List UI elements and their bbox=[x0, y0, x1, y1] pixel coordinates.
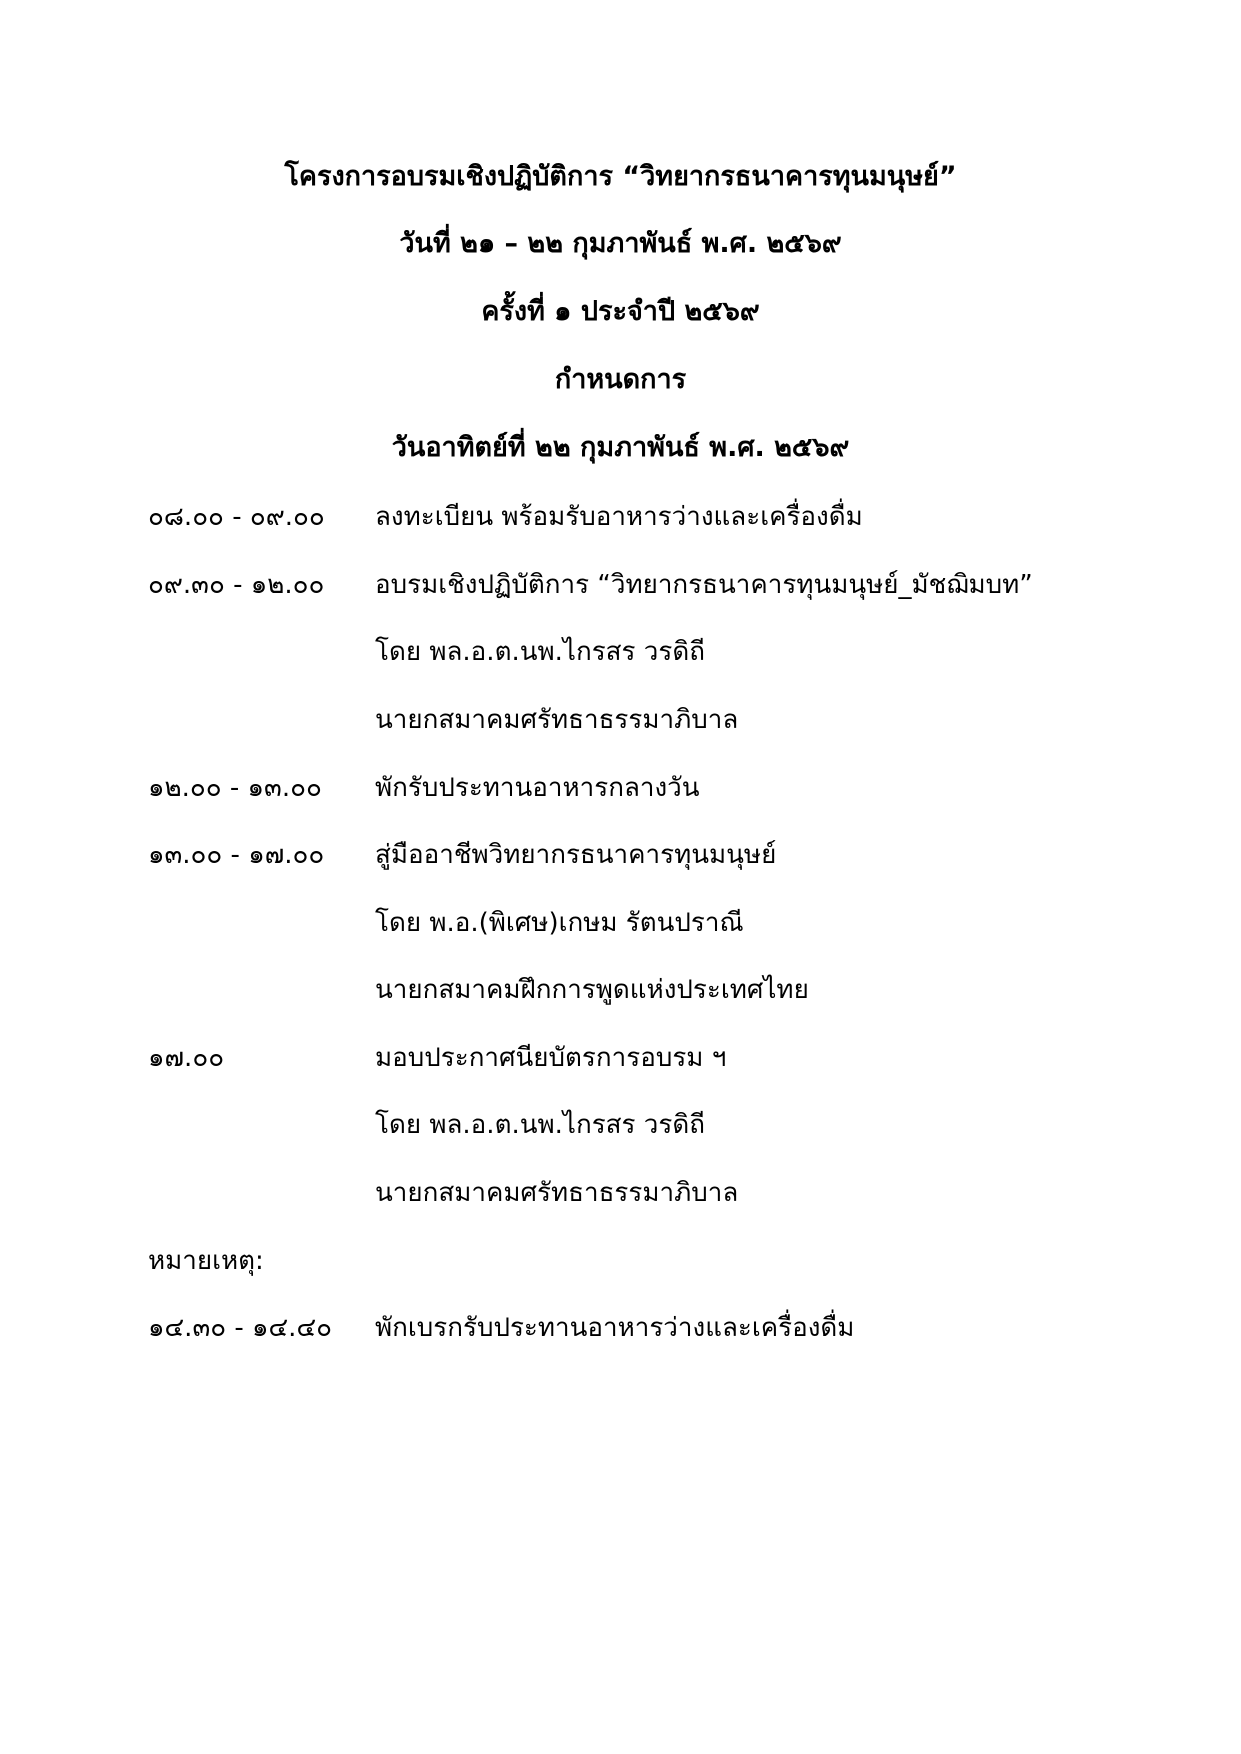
session-label: ครั้งที่ ๑ ประจำปี ๒๕๖๙ bbox=[481, 296, 760, 327]
schedule-heading: กำหนดการ bbox=[554, 364, 687, 395]
schedule-row bbox=[0, 632, 1241, 672]
schedule-row bbox=[0, 1173, 1241, 1213]
schedule-row bbox=[0, 700, 1241, 740]
note-row bbox=[0, 1308, 1241, 1348]
schedule-time: ๐๙.๓๐ - ๑๒.๐๐ bbox=[148, 570, 325, 600]
note-time: ๑๔.๓๐ - ๑๔.๔๐ bbox=[148, 1313, 332, 1343]
schedule-speaker-role: นายกสมาคมศรัทธาธรรมาภิบาล bbox=[375, 705, 739, 735]
project-title: โครงการอบรมเชิงปฏิบัติการ “วิทยากรธนาคารทุนมนุษย์” bbox=[284, 161, 957, 192]
schedule-description: อบรมเชิงปฏิบัติการ “วิทยากรธนาคารทุนมนุษย์_มัชฌิมบท” bbox=[375, 570, 1033, 600]
schedule-day: วันอาทิตย์ที่ ๒๒ กุมภาพันธ์ พ.ศ. ๒๕๖๙ bbox=[391, 432, 850, 463]
note-label: หมายเหตุ: bbox=[148, 1246, 264, 1276]
note-description: พักเบรกรับประทานอาหารว่างและเครื่องดื่ม bbox=[375, 1313, 855, 1343]
schedule-row bbox=[0, 565, 1241, 605]
date-range: วันที่ ๒๑ – ๒๒ กุมภาพันธ์ พ.ศ. ๒๕๖๙ bbox=[399, 228, 842, 259]
schedule-speaker: โดย พล.อ.ต.นพ.ไกรสร วรดิถี bbox=[375, 1110, 705, 1140]
schedule-description: พักรับประทานอาหารกลางวัน bbox=[375, 773, 700, 803]
schedule-time: ๑๓.๐๐ - ๑๗.๐๐ bbox=[148, 840, 325, 870]
schedule-row bbox=[0, 835, 1241, 875]
schedule-row bbox=[0, 903, 1241, 943]
schedule-speaker: โดย พ.อ.(พิเศษ)เกษม รัตนปราณี bbox=[375, 908, 744, 938]
schedule-speaker-role: นายกสมาคมฝึกการพูดแห่งประเทศไทย bbox=[375, 975, 809, 1005]
schedule-time: ๑๒.๐๐ - ๑๓.๐๐ bbox=[148, 773, 322, 803]
schedule-row bbox=[0, 768, 1241, 808]
schedule-description: มอบประกาศนียบัตรการอบรม ฯ bbox=[375, 1043, 727, 1073]
schedule-row bbox=[0, 497, 1241, 537]
schedule-description: ลงทะเบียน พร้อมรับอาหารว่างและเครื่องดื่ม bbox=[375, 502, 863, 532]
schedule-row bbox=[0, 1038, 1241, 1078]
schedule-speaker: โดย พล.อ.ต.นพ.ไกรสร วรดิถี bbox=[375, 637, 705, 667]
schedule-description: สู่มืออาชีพวิทยากรธนาคารทุนมนุษย์ bbox=[375, 840, 777, 870]
schedule-speaker-role: นายกสมาคมศรัทธาธรรมาภิบาล bbox=[375, 1178, 739, 1208]
schedule-time: ๑๗.๐๐ bbox=[148, 1043, 225, 1073]
schedule-row bbox=[0, 1105, 1241, 1145]
schedule-row bbox=[0, 970, 1241, 1010]
schedule-time: ๐๘.๐๐ - ๐๙.๐๐ bbox=[148, 502, 325, 532]
